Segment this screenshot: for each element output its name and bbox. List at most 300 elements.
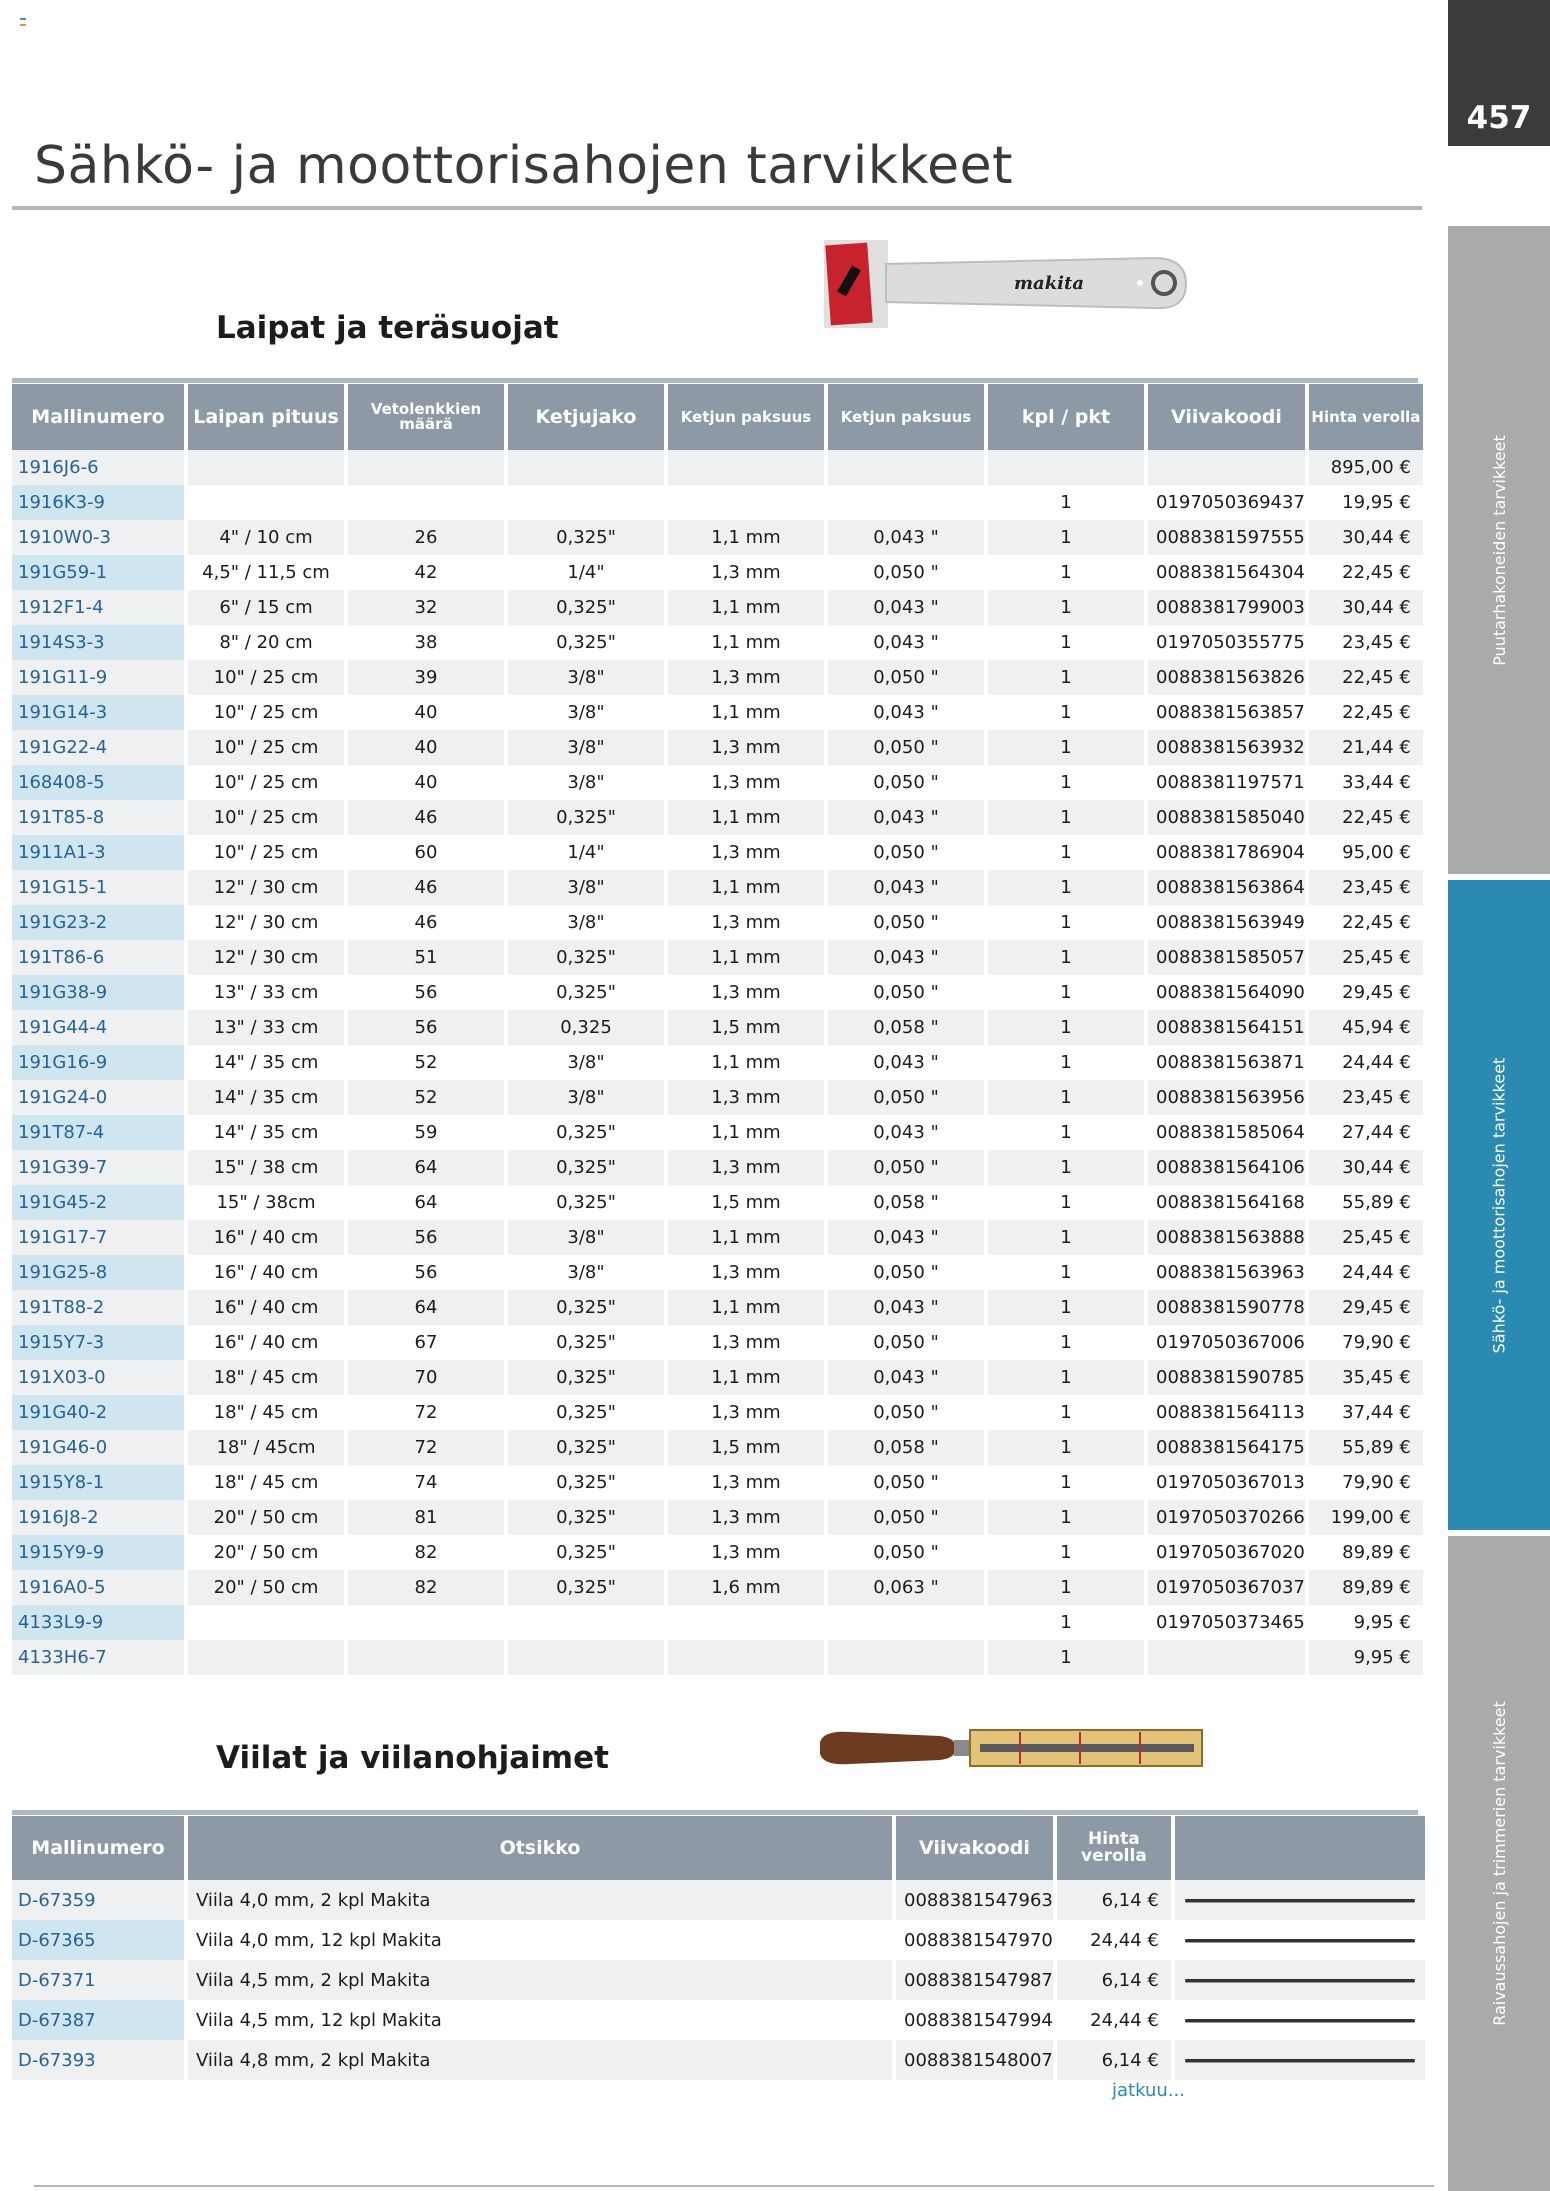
cell-price: 79,90 € [1342,1332,1411,1353]
cell-drive-links: 67 [414,1332,438,1353]
cell-length: 12" / 30 cm [213,912,319,933]
cell-gauge-mm: 1,3 mm [668,1080,824,1115]
cell-price: 895,00 € [1309,450,1423,485]
cell-file-image [1175,1960,1425,2000]
cell-gauge-mm [668,1640,824,1675]
side-tab-saws[interactable] [1448,880,1550,1530]
cell-drive-links: 60 [414,842,438,863]
section-heading-bars: Laipat ja teräsuojat [216,310,559,346]
cell-gauge-mm: 1,5 mm [668,1430,824,1465]
cell-barcode: 0088381563963 [1156,1262,1305,1283]
cell-barcode: 0197050370266 [1148,1500,1305,1535]
cell-model[interactable]: D-67393 [12,2040,184,2080]
cell-gauge-in: 0,063 " [828,1570,984,1605]
cell-qty: 1 [988,520,1144,555]
cell-price: 55,89 € [1342,1192,1411,1213]
cell-model[interactable]: 1915Y7-3 [12,1325,184,1360]
cell-price: 27,44 € [1342,1122,1411,1143]
file-image [1185,1899,1415,1902]
table-row [12,695,1423,730]
cell-price: 25,45 € [1309,940,1423,975]
cell-model[interactable]: 4133H6-7 [12,1640,184,1675]
cell-pitch: 1/4" [567,562,605,583]
cell-gauge-in: 0,050 " [873,1472,939,1493]
col-header-drive-links: Vetolenkkien määrä [348,384,504,450]
cell-model[interactable]: 1916J6-6 [12,450,184,485]
cell-barcode: 0088381563826 [1148,660,1305,695]
cell-drive-links: 74 [414,1472,438,1493]
cell-pitch: 0,325" [508,520,664,555]
cell-pitch: 0,325" [556,1472,616,1493]
table-row [12,1465,1423,1500]
cell-qty: 1 [1060,842,1072,863]
cell-pitch: 3/8" [567,912,605,933]
cell-qty: 1 [1060,1472,1072,1493]
side-tab-garden[interactable] [1448,226,1550,874]
cell-file-image [1175,2000,1425,2040]
cell-qty: 1 [1060,632,1072,653]
cell-model[interactable]: 1916K3-9 [12,485,184,520]
cell-price: 6,14 € [1057,2040,1171,2080]
cell-model[interactable]: 191G40-2 [12,1395,184,1430]
cell-model[interactable]: 191X03-0 [12,1360,184,1395]
cell-length: 13" / 33 cm [188,1010,344,1045]
cell-pitch: 3/8" [567,772,605,793]
cell-drive-links: 51 [348,940,504,975]
file-image [1185,2019,1415,2022]
cell-qty: 1 [1060,492,1072,513]
table-row [12,1010,1423,1045]
cell-pitch: 3/8" [508,1080,664,1115]
cell-length: 16" / 40 cm [188,1220,344,1255]
cell-gauge-mm: 1,3 mm [711,982,781,1003]
cell-qty: 1 [988,940,1144,975]
cell-pitch: 0,325" [508,1430,664,1465]
cell-drive-links: 39 [348,660,504,695]
table-row [12,555,1423,590]
continued-link[interactable]: jatkuu... [1112,2080,1185,2101]
cell-length: 10" / 25 cm [188,800,344,835]
file-image [1185,1939,1415,1942]
cell-gauge-mm: 1,3 mm [711,1402,781,1423]
cell-drive-links: 26 [348,520,504,555]
cell-model[interactable]: 191G22-4 [12,730,184,765]
table-row [12,730,1423,765]
cell-length: 10" / 25 cm [213,772,319,793]
table-row [12,1360,1423,1395]
cell-model[interactable]: 191G38-9 [12,975,184,1010]
table-row [12,625,1423,660]
cell-drive-links: 64 [414,1192,438,1213]
cell-model[interactable]: 191G46-0 [12,1430,184,1465]
cell-drive-links [348,1605,504,1640]
cell-pitch: 0,325" [508,590,664,625]
cell-pitch: 3/8" [567,1262,605,1283]
cell-qty: 1 [1060,912,1072,933]
cell-model[interactable]: 191T85-8 [12,800,184,835]
cell-length: 14" / 35 cm [213,1052,319,1073]
cell-model[interactable]: 191G24-0 [12,1080,184,1115]
cell-length: 16" / 40 cm [188,1290,344,1325]
cell-gauge-mm: 1,1 mm [711,1052,781,1073]
cell-gauge-in: 0,050 " [873,1542,939,1563]
cell-length: 4" / 10 cm [188,520,344,555]
cell-model[interactable]: D-67387 [12,2000,184,2040]
cell-length: 6" / 15 cm [188,590,344,625]
cell-qty: 1 [988,660,1144,695]
table-row [12,1605,1423,1640]
cell-model[interactable]: 1916A0-5 [12,1570,184,1605]
cell-barcode: 0088381563857 [1156,702,1305,723]
table-row [12,765,1423,800]
cell-model[interactable]: D-67359 [12,1880,184,1920]
table-row [12,800,1423,835]
col-header-length: Laipan pituus [188,384,344,450]
cell-model[interactable]: 191G14-3 [12,695,184,730]
side-tab-label: Sähkö- ja moottorisahojen tarvikkeet [1489,1057,1509,1353]
cell-drive-links: 40 [348,730,504,765]
cell-barcode: 0088381547994 [904,2009,1053,2031]
cell-price: 35,45 € [1309,1360,1423,1395]
cell-pitch: 3/8" [508,660,664,695]
table-row [12,870,1423,905]
cell-pitch: 0,325" [556,982,616,1003]
section-heading-files: Viilat ja viilanohjaimet [216,1740,609,1776]
cell-model[interactable]: 191G25-8 [12,1255,184,1290]
cell-drive-links: 56 [348,1220,504,1255]
cell-price: 22,45 € [1342,702,1411,723]
cell-gauge-mm: 1,3 mm [711,842,781,863]
cell-gauge-mm [668,485,824,520]
cell-price: 24,44 € [1090,2009,1159,2031]
cell-title: Viila 4,5 mm, 2 kpl Makita [188,1960,892,2000]
cell-model[interactable]: 191T88-2 [12,1290,184,1325]
cell-model[interactable]: 191G15-1 [12,870,184,905]
cell-qty: 1 [1060,562,1072,583]
cell-price: 30,44 € [1309,1150,1423,1185]
cell-length: 16" / 40 cm [213,1262,319,1283]
cell-price: 37,44 € [1342,1402,1411,1423]
table-row [12,1185,1423,1220]
cell-length: 20" / 50 cm [188,1500,344,1535]
cell-gauge-mm: 1,1 mm [668,870,824,905]
cell-model[interactable]: 1910W0-3 [12,520,184,555]
table-row [12,1500,1423,1535]
cell-length: 14" / 35 cm [213,1122,319,1143]
cell-model[interactable]: 191G45-2 [12,1185,184,1220]
cell-barcode: 0088381585040 [1148,800,1305,835]
cell-barcode: 0088381563932 [1148,730,1305,765]
cell-barcode: 0088381590778 [1148,1290,1305,1325]
cell-length: 10" / 25 cm [188,730,344,765]
cell-gauge-in: 0,043 " [828,590,984,625]
cell-barcode: 0088381564151 [1148,1010,1305,1045]
cell-drive-links: 32 [348,590,504,625]
cell-gauge-in: 0,043 " [873,632,939,653]
cell-qty: 1 [988,1640,1144,1675]
cell-pitch: 0,325" [508,1570,664,1605]
cell-gauge-in: 0,058 " [828,1010,984,1045]
cell-drive-links [348,450,504,485]
cell-price: 22,45 € [1342,912,1411,933]
table-row [12,1880,1425,1920]
col-header-image [1175,1816,1425,1880]
cell-qty [988,450,1144,485]
cell-barcode: 0088381564113 [1156,1402,1305,1423]
cell-model[interactable]: 191T87-4 [12,1115,184,1150]
cell-drive-links: 70 [348,1360,504,1395]
col-header-price: Hinta verolla [1309,384,1423,450]
cell-price: 33,44 € [1342,772,1411,793]
cell-gauge-mm: 1,1 mm [668,590,824,625]
cell-qty: 1 [988,590,1144,625]
cell-drive-links: 56 [348,1010,504,1045]
cell-qty: 1 [1060,1402,1072,1423]
cell-gauge-mm: 1,5 mm [668,1010,824,1045]
cell-barcode: 0088381197571 [1156,772,1305,793]
cell-drive-links: 82 [348,1570,504,1605]
cell-barcode: 0088381564106 [1148,1150,1305,1185]
cell-price: 19,95 € [1342,492,1411,513]
cell-qty: 1 [1060,1122,1072,1143]
file-image [1185,1979,1415,1982]
cell-price: 6,14 € [1057,1880,1171,1920]
col-header-qty: kpl / pkt [988,384,1144,450]
cell-barcode: 0088381564304 [1156,562,1305,583]
cell-model[interactable]: 168408-5 [12,765,184,800]
cell-drive-links [348,485,504,520]
cell-barcode: 0088381563871 [1156,1052,1305,1073]
cell-length: 8" / 20 cm [219,632,313,653]
cell-model[interactable]: 191T86-6 [12,940,184,975]
cell-gauge-mm: 1,3 mm [711,772,781,793]
cell-barcode: 0088381548007 [896,2040,1053,2080]
cell-gauge-in: 0,050 " [828,1500,984,1535]
cell-gauge-in [828,1640,984,1675]
cell-price: 24,44 € [1090,1929,1159,1951]
cell-price: 23,45 € [1342,632,1411,653]
cell-model[interactable]: 191G11-9 [12,660,184,695]
cell-pitch: 0,325" [556,1332,616,1353]
cell-barcode: 0197050369437 [1156,492,1305,513]
cell-pitch: 3/8" [508,870,664,905]
cell-model[interactable]: 1915Y8-1 [12,1465,184,1500]
cell-drive-links: 40 [414,772,438,793]
cell-price: 23,45 € [1309,870,1423,905]
cell-qty: 1 [1060,1612,1072,1633]
cell-barcode [1148,1640,1305,1675]
cell-drive-links: 56 [414,1262,438,1283]
cell-qty: 1 [988,1150,1144,1185]
cell-length: 20" / 50 cm [213,1542,319,1563]
page-number-tab [1448,0,1550,146]
cell-model[interactable]: 4133L9-9 [12,1605,184,1640]
cell-gauge-mm [668,1605,824,1640]
cell-gauge-mm: 1,1 mm [668,1220,824,1255]
cell-gauge-in: 0,043 " [828,870,984,905]
table-row [12,1920,1425,1960]
cell-gauge-in: 0,043 " [828,1290,984,1325]
table-row [12,1045,1423,1080]
cell-model[interactable]: 1911A1-3 [12,835,184,870]
cell-qty: 1 [1060,982,1072,1003]
cell-model[interactable]: 1916J8-2 [12,1500,184,1535]
cell-model[interactable]: 191G39-7 [12,1150,184,1185]
cell-model[interactable]: 191G44-4 [12,1010,184,1045]
cell-barcode: 0088381597555 [1148,520,1305,555]
cell-barcode: 0088381564168 [1156,1192,1305,1213]
cell-barcode: 0088381563888 [1148,1220,1305,1255]
cell-gauge-mm: 1,3 mm [711,1332,781,1353]
cell-gauge-in: 0,043 " [828,1220,984,1255]
cell-file-image [1175,2040,1425,2080]
cell-file-image [1175,1880,1425,1920]
cell-gauge-mm: 1,1 mm [668,520,824,555]
cell-length: 12" / 30 cm [188,870,344,905]
cell-price: 55,89 € [1309,1430,1423,1465]
cell-pitch: 0,325" [556,1542,616,1563]
cell-price: 29,45 € [1342,982,1411,1003]
cell-length: 18" / 45 cm [213,1402,319,1423]
cell-gauge-mm: 1,3 mm [711,912,781,933]
table-row [12,520,1423,555]
cell-gauge-mm: 1,1 mm [711,632,781,653]
cell-price: 89,89 € [1342,1542,1411,1563]
cell-qty: 1 [1060,1262,1072,1283]
cell-barcode: 0088381564175 [1148,1430,1305,1465]
cell-model[interactable]: 1912F1-4 [12,590,184,625]
table-row [12,2040,1425,2080]
cell-gauge-in: 0,058 " [828,1430,984,1465]
cell-gauge-mm: 1,3 mm [711,562,781,583]
cell-model[interactable]: D-67365 [12,1920,184,1960]
cell-price: 29,45 € [1309,1290,1423,1325]
cell-gauge-mm: 1,3 mm [668,660,824,695]
cell-price: 45,94 € [1309,1010,1423,1045]
cell-gauge-in: 0,050 " [828,1080,984,1115]
table-row [12,1290,1423,1325]
cell-model[interactable]: 1914S3-3 [12,625,184,660]
table-row [12,1080,1423,1115]
cell-model[interactable]: D-67371 [12,1960,184,2000]
cell-gauge-in: 0,050 " [873,842,939,863]
cell-gauge-in: 0,050 " [828,730,984,765]
cell-drive-links: 46 [348,800,504,835]
cell-title: Viila 4,0 mm, 2 kpl Makita [188,1880,892,1920]
cell-pitch: 3/8" [508,1220,664,1255]
cell-barcode: 0197050367037 [1148,1570,1305,1605]
cell-gauge-mm: 1,1 mm [668,1360,824,1395]
cell-length: 10" / 25 cm [213,702,319,723]
cell-model[interactable]: 191G59-1 [12,555,184,590]
table-row [12,1395,1423,1430]
cell-pitch: 0,325 [508,1010,664,1045]
cell-gauge-in [828,450,984,485]
cell-model[interactable]: 191G23-2 [12,905,184,940]
cell-drive-links: 59 [414,1122,438,1143]
cell-price: 22,45 € [1309,800,1423,835]
table-row [12,975,1423,1010]
cell-pitch: 3/8" [508,730,664,765]
table-row [12,1960,1425,2000]
cell-qty: 1 [1060,772,1072,793]
cell-drive-links: 64 [348,1150,504,1185]
cell-qty: 1 [988,1430,1144,1465]
cell-price: 9,95 € [1309,1640,1423,1675]
cell-model[interactable]: 1915Y9-9 [12,1535,184,1570]
cell-length: 4,5" / 11,5 cm [202,562,330,583]
page-number: 457 [1466,100,1532,136]
cell-drive-links: 40 [414,702,438,723]
cell-barcode: 0197050367013 [1156,1472,1305,1493]
col-header-gauge-mm: Ketjun paksuus [668,384,824,450]
table-row [12,2000,1425,2040]
cell-pitch: 0,325" [508,1150,664,1185]
cell-pitch: 0,325" [508,800,664,835]
table-row [12,660,1423,695]
cell-gauge-mm: 1,1 mm [711,702,781,723]
cell-gauge-in [828,1605,984,1640]
cell-gauge-in: 0,050 " [828,1150,984,1185]
cell-barcode: 0197050367006 [1156,1332,1305,1353]
cell-length: 10" / 25 cm [213,842,319,863]
cell-barcode: 0088381563949 [1156,912,1305,933]
cell-barcode: 0088381563956 [1148,1080,1305,1115]
side-tab-trimmers[interactable] [1448,1536,1550,2191]
cell-pitch: 0,325" [508,940,664,975]
cell-barcode: 0197050373465 [1156,1612,1305,1633]
cell-price: 30,44 € [1309,590,1423,625]
cell-model[interactable]: 191G17-7 [12,1220,184,1255]
cell-length [188,450,344,485]
table-row [12,905,1423,940]
table-row [12,1570,1423,1605]
file-image [1185,2059,1415,2062]
cell-length: 10" / 25 cm [188,660,344,695]
col-header-model: Mallinumero [12,1816,184,1880]
cell-qty: 1 [1060,1332,1072,1353]
cell-gauge-mm: 1,1 mm [668,800,824,835]
page-title: Sähkö- ja moottorisahojen tarvikkeet [34,136,1013,196]
cell-pitch: 0,325" [556,1122,616,1143]
cell-drive-links: 38 [414,632,438,653]
cell-pitch: 0,325" [508,1360,664,1395]
cell-length: 15" / 38cm [216,1192,316,1213]
cell-barcode: 0197050355775 [1156,632,1305,653]
cell-pitch: 0,325" [556,1192,616,1213]
cell-gauge-mm: 1,3 mm [668,1500,824,1535]
cell-barcode: 0088381585064 [1156,1122,1305,1143]
cell-pitch [508,450,664,485]
table-row [12,450,1423,485]
cell-file-image [1175,1920,1425,1960]
cell-qty: 1 [988,1010,1144,1045]
cell-drive-links: 52 [414,1052,438,1073]
cell-title: Viila 4,8 mm, 2 kpl Makita [188,2040,892,2080]
cell-length: 18" / 45 cm [213,1472,319,1493]
cell-pitch: 3/8" [567,702,605,723]
cell-barcode: 0088381799003 [1148,590,1305,625]
cell-qty: 1 [988,1080,1144,1115]
cell-barcode: 0088381585057 [1148,940,1305,975]
side-tab-label: Puutarhakoneiden tarvikkeet [1489,434,1509,666]
cell-drive-links: 82 [414,1542,438,1563]
col-header-barcode: Viivakoodi [896,1816,1053,1880]
cell-model[interactable]: 191G16-9 [12,1045,184,1080]
cell-drive-links: 72 [348,1430,504,1465]
cell-qty: 1 [988,1570,1144,1605]
cell-price: 79,90 € [1342,1472,1411,1493]
